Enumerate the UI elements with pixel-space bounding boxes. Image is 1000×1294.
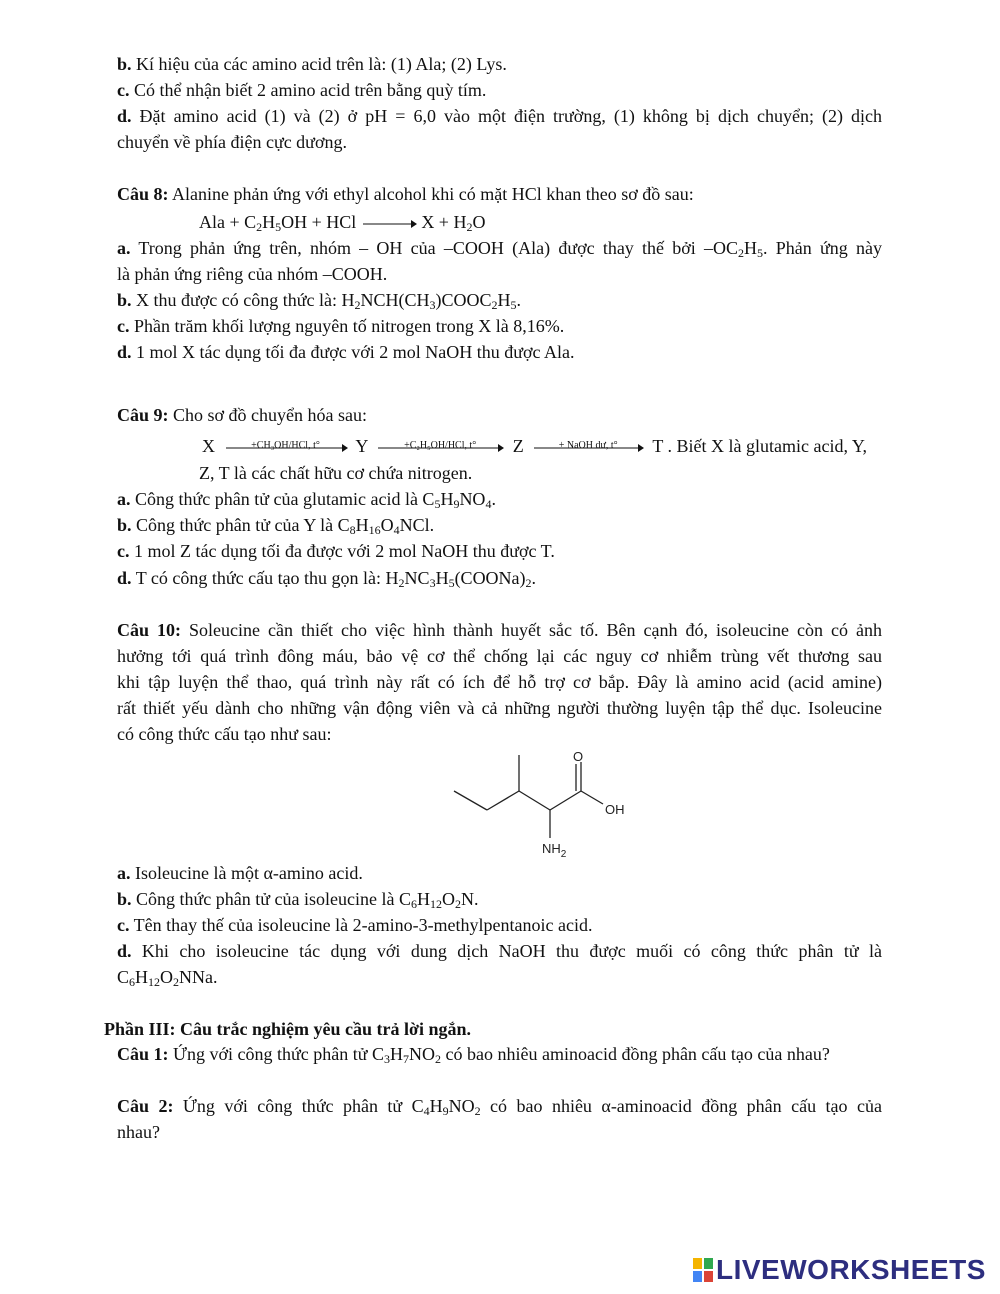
q10-stem-line-5: có công thức cấu tạo như sau: — [117, 724, 332, 744]
q8-option-a: a. Trong phản ứng trên, nhóm – OH của –COOH (Ala) được thay thế bởi $-OC_2H_5$. Phản ứng này — [117, 238, 882, 260]
arrow-1-condition: +CH₃OH/HCl, t° — [251, 439, 320, 451]
q10-option-c: c. Tên thay thế của isoleucine là 2-amino-3-methylpentanoic acid. — [117, 915, 593, 935]
q8-stem: Câu 8: Alanine phản ứng với ethyl alcohol khi có mặt HCl khan theo sơ đồ sau: — [117, 184, 694, 204]
q9-option-b: b. Công thức phân tử của Y là $C_8H_{16}O_4NCl$. — [117, 515, 435, 537]
part3-q2-cont: nhau? — [117, 1122, 160, 1142]
bond-2 — [487, 791, 519, 810]
q9-stem: Câu 9: Cho sơ đồ chuyển hóa sau: — [117, 405, 368, 425]
q10-option-b: b. Công thức phân tử của isoleucine là $C_6H_{12}O_2N$. — [117, 889, 479, 911]
q9-option-a: a. Công thức phân tử của glutamic acid là $C_5H_9NO_4$. — [117, 489, 496, 511]
q9-scheme-cont: Z, T là các chất hữu cơ chứa nitrogen. — [199, 463, 473, 483]
liveworksheets-logo-text[interactable]: LIVEWORKSHEETS — [716, 1254, 986, 1285]
atom-O: O — [573, 749, 584, 764]
q10-stem-line-4: rất thiết yếu dành cho những vận động viên và cả những người thường luyện tập thể dục. Isoleucine — [117, 698, 882, 718]
scheme-arrow-2-icon — [376, 439, 504, 453]
q7-option-d: d. Đặt amino acid (1) và (2) ở pH = 6,0 vào một điện trường, (1) không bị dịch chuyển; (2) dịch — [117, 106, 882, 126]
q10-stem-line-2: hưởng tới quá trình đông máu, bảo vệ cơ thể chống lại các nguy cơ nhiễm trùng vết thương sau — [117, 646, 882, 666]
q9-scheme: X +CH₃OH/HCl, t° Y +C₂H₅OH/HCl, t° Z + NaOH dư, t° T . Biết X là glutamic acid, Y, — [202, 434, 867, 458]
q8-option-a-cont: là phản ứng riêng của nhóm –COOH. — [117, 264, 388, 284]
atom-NH2: $NH_2$ — [542, 841, 567, 860]
scheme-arrow-1-icon — [224, 439, 348, 453]
q7-option-b: b. Kí hiệu của các amino acid trên là: (1) Ala; (2) Lys. — [117, 54, 507, 74]
q8-option-d: d. 1 mol X tác dụng tối đa được với 2 mol NaOH thu được Ala. — [117, 342, 575, 362]
q8-equation: Ala + $C_2H_5OH$ + HCl $X + H_2O$ — [199, 212, 486, 234]
scheme-arrow-3-icon — [532, 439, 644, 453]
q9-option-c: c. 1 mol Z tác dụng tối đa được với 2 mol NaOH thu được T. — [117, 541, 555, 561]
bond-3 — [519, 791, 550, 810]
q8-option-c: c. Phần trăm khối lượng nguyên tố nitrogen trong X là 8,16%. — [117, 316, 565, 336]
q7-option-c: c. Có thể nhận biết 2 amino acid trên bằng quỳ tím. — [117, 80, 487, 100]
q10-option-d: d. Khi cho isoleucine tác dụng với dung dịch NaOH thu được muối có công thức phân tử là — [117, 941, 882, 961]
bond-oh — [581, 791, 603, 804]
part3-q1: Câu 1: Ứng với công thức phân tử $C_3H_7NO_2$ có bao nhiêu aminoacid đồng phân cấu tạo của nhau? — [117, 1044, 830, 1066]
q9-option-d: d. T có công thức cấu tạo thu gọn là: $H_2NC_3H_5(COONa)_2$. — [117, 568, 537, 590]
q7-option-d-cont: chuyển về phía điện cực dương. — [117, 132, 347, 152]
liveworksheets-logo-icon — [693, 1258, 713, 1282]
arrow-2-condition: +C₂H₅OH/HCl, t° — [404, 439, 477, 451]
part3-q2: Câu 2: Ứng với công thức phân tử $C_4H_9NO_2$ có bao nhiêu α-aminoacid đồng phân cấu tạo của — [117, 1096, 882, 1118]
reaction-arrow-icon — [361, 219, 417, 229]
bond-1 — [454, 791, 487, 810]
bond-4 — [550, 791, 581, 810]
q8-option-b: b. X thu được có công thức là: $H_2NCH(CH_3)COOC_2H_5$. — [117, 290, 522, 312]
part3-heading: Phần III: Câu trắc nghiệm yêu cầu trả lời ngắn. — [104, 1019, 471, 1039]
q10-stem-line-1: Câu 10: Soleucine cần thiết cho việc hình thành huyết sắc tố. Bên cạnh đó, isoleucine còn có ảnh — [117, 620, 882, 640]
arrow-3-condition: + NaOH dư, t° — [558, 439, 618, 451]
q10-stem-line-3: khi tập luyện thể thao, quá trình này rất có ích để hỗ trợ cơ bắp. Đây là amino acid (acid amine) — [117, 672, 882, 692]
q10-option-d-cont: $C_6H_{12}O_2NNa$. — [117, 967, 218, 989]
atom-OH: OH — [605, 802, 625, 817]
q10-option-a: a. Isoleucine là một α-amino acid. — [117, 863, 363, 883]
isoleucine-structure — [440, 745, 640, 860]
